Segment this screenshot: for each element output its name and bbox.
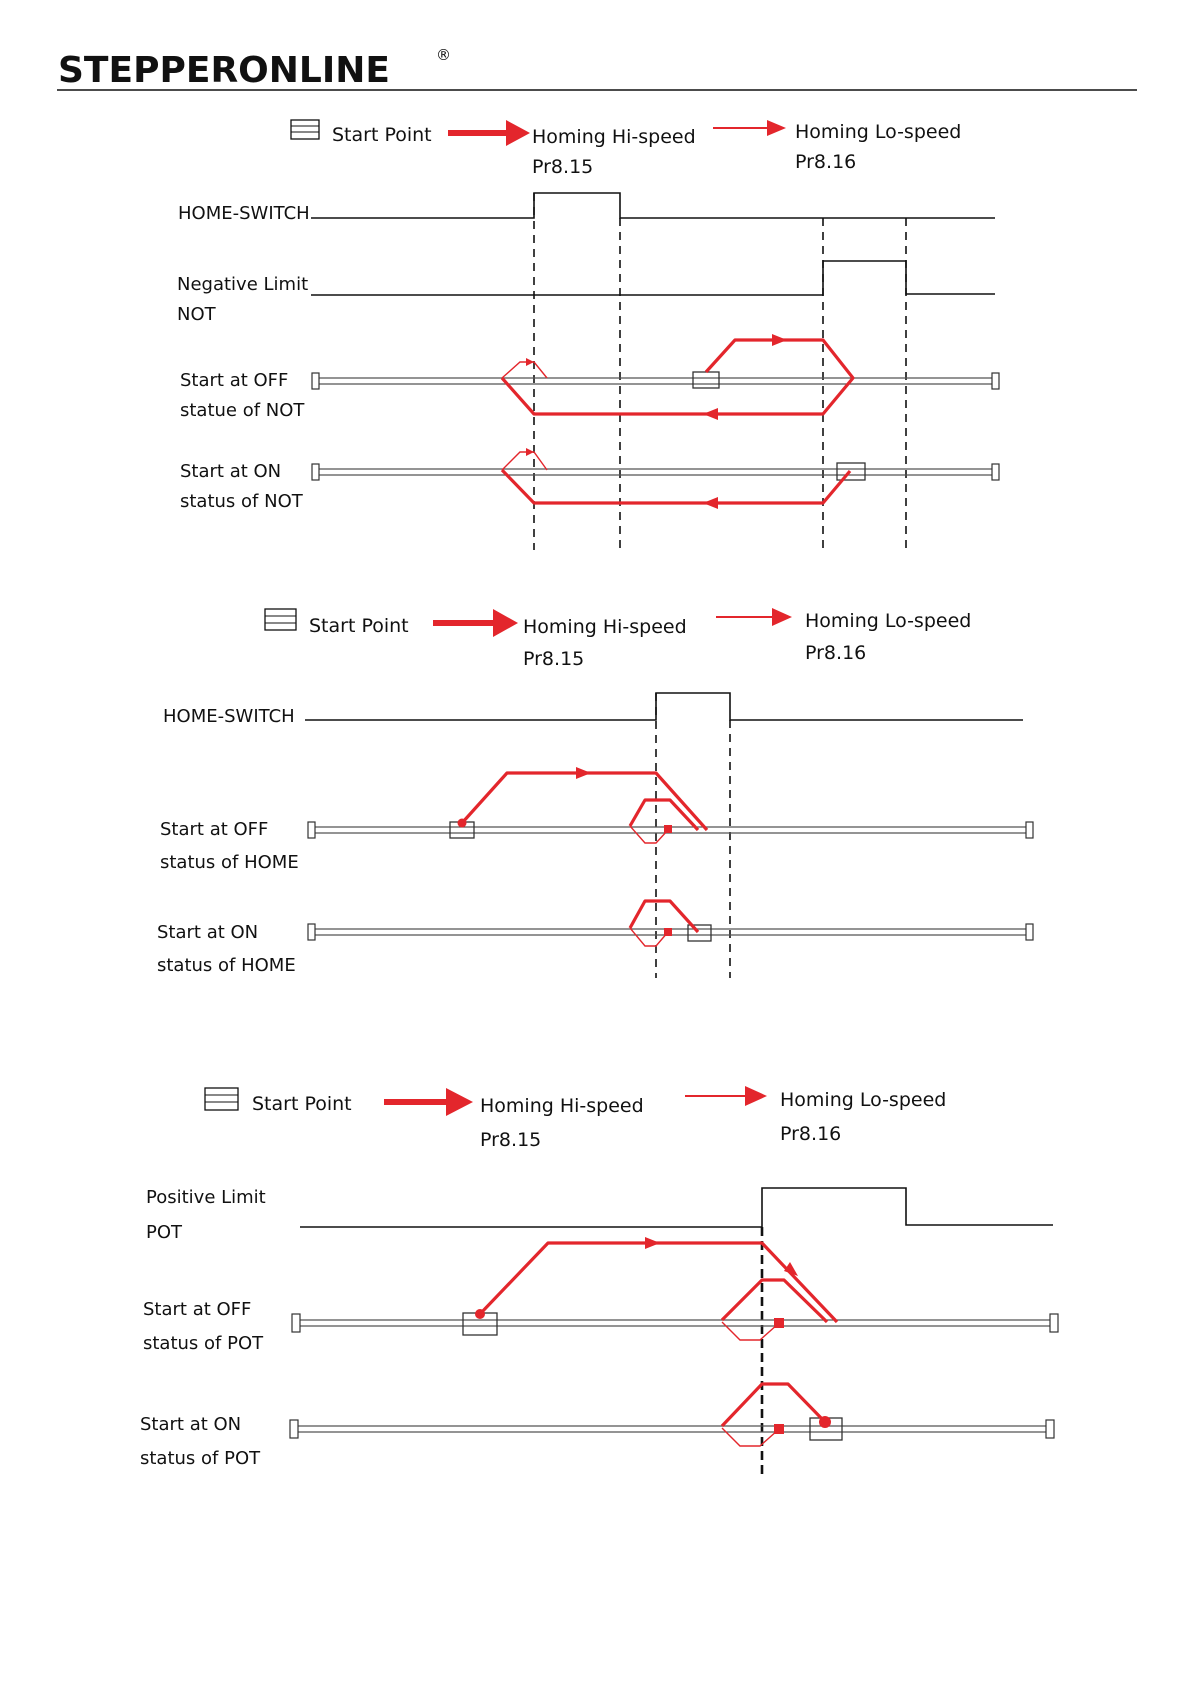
lo-speed-path	[630, 826, 668, 843]
row-on-label-2: status of NOT	[180, 491, 303, 512]
legend-hi-speed-label: Homing Hi-speed	[523, 616, 687, 638]
legend-lo-speed-label: Homing Lo-speed	[795, 121, 962, 143]
motion-rail-2	[312, 464, 999, 480]
legend-1	[291, 120, 961, 178]
legend-hi-speed-label: Homing Hi-speed	[532, 126, 696, 148]
legend-lo-param-label: Pr8.16	[805, 642, 867, 664]
home-switch-signal	[305, 693, 1023, 720]
signal-pot-label: POT	[146, 1222, 183, 1243]
signal-negative-limit-label: Negative Limit	[177, 274, 309, 295]
home-point-marker	[664, 928, 672, 936]
negative-limit-signal	[311, 261, 995, 295]
start-point-icon	[205, 1088, 238, 1110]
row-on-label-1: Start at ON	[157, 922, 259, 943]
signal-home-switch-label: HOME-SWITCH	[163, 706, 295, 727]
hi-speed-arrow-icon	[448, 120, 530, 146]
signal-positive-limit-label: Positive Limit	[146, 1187, 266, 1208]
start-point-marker	[688, 925, 711, 941]
brand-logo: STEPPERONLINE	[58, 50, 390, 91]
signal-not-label: NOT	[177, 304, 216, 325]
registered-mark: ®	[436, 46, 451, 64]
path-arrowhead	[703, 497, 718, 509]
diagram-positive-limit	[140, 1086, 1058, 1478]
row-on-label-1: Start at ON	[180, 461, 282, 482]
hi-speed-arrow-icon	[384, 1088, 473, 1116]
diagram-home-switch	[157, 608, 1033, 978]
row-on-label-2: status of HOME	[157, 955, 296, 976]
motion-rail-2	[290, 1420, 1054, 1438]
hi-speed-return-path	[722, 1280, 827, 1322]
path-arrowhead	[772, 334, 787, 346]
legend-lo-param-label: Pr8.16	[795, 151, 857, 173]
legend-hi-param-label: Pr8.15	[480, 1129, 542, 1151]
lo-speed-path	[502, 362, 547, 378]
row-off-label-1: Start at OFF	[180, 370, 289, 391]
positive-limit-signal	[300, 1188, 1053, 1227]
path-arrowhead	[645, 1237, 660, 1249]
legend-lo-speed-label: Homing Lo-speed	[780, 1089, 947, 1111]
start-point-icon	[265, 609, 296, 630]
motion-rail-1	[292, 1314, 1058, 1332]
start-point-marker	[837, 463, 865, 480]
lo-speed-path	[630, 928, 668, 946]
home-point-marker	[664, 825, 672, 833]
path-arrowhead	[576, 767, 591, 779]
row-off-label-2: statue of NOT	[180, 400, 305, 421]
header	[57, 46, 1137, 91]
lo-speed-arrow-icon	[716, 608, 792, 626]
lo-speed-path	[502, 452, 547, 470]
legend-hi-param-label: Pr8.15	[532, 156, 594, 178]
legend-hi-param-label: Pr8.15	[523, 648, 585, 670]
home-point-marker	[774, 1318, 784, 1328]
legend-start-point-label: Start Point	[332, 124, 432, 146]
legend-start-point-label: Start Point	[252, 1093, 352, 1115]
hi-speed-arrow-icon	[433, 609, 518, 637]
row-on-label-2: status of POT	[140, 1448, 261, 1469]
row-off-label-1: Start at OFF	[160, 819, 269, 840]
motion-rail-1	[312, 373, 999, 389]
hi-speed-path	[480, 1243, 837, 1322]
legend-3	[205, 1086, 946, 1151]
path-arrowhead	[703, 408, 718, 420]
row-off-label-2: status of POT	[143, 1333, 264, 1354]
row-off-label-2: status of HOME	[160, 852, 299, 873]
path-arrowhead	[526, 448, 534, 456]
legend-lo-param-label: Pr8.16	[780, 1123, 842, 1145]
legend-start-point-label: Start Point	[309, 615, 409, 637]
row-off-label-1: Start at OFF	[143, 1299, 252, 1320]
path-arrowhead	[526, 358, 534, 366]
legend-lo-speed-label: Homing Lo-speed	[805, 610, 972, 632]
home-point-marker	[774, 1424, 784, 1434]
start-point-icon	[291, 120, 319, 139]
lo-speed-path	[722, 1428, 778, 1446]
legend-2	[265, 608, 971, 670]
lo-speed-arrow-icon	[713, 120, 786, 136]
diagram-negative-limit	[177, 120, 999, 550]
lo-speed-arrow-icon	[685, 1086, 767, 1106]
start-point-marker	[693, 372, 719, 388]
row-on-label-1: Start at ON	[140, 1414, 242, 1435]
home-switch-signal	[311, 193, 995, 218]
signal-home-switch-label: HOME-SWITCH	[178, 203, 310, 224]
lo-speed-path	[722, 1322, 778, 1340]
hi-speed-path	[502, 340, 853, 414]
legend-hi-speed-label: Homing Hi-speed	[480, 1095, 644, 1117]
